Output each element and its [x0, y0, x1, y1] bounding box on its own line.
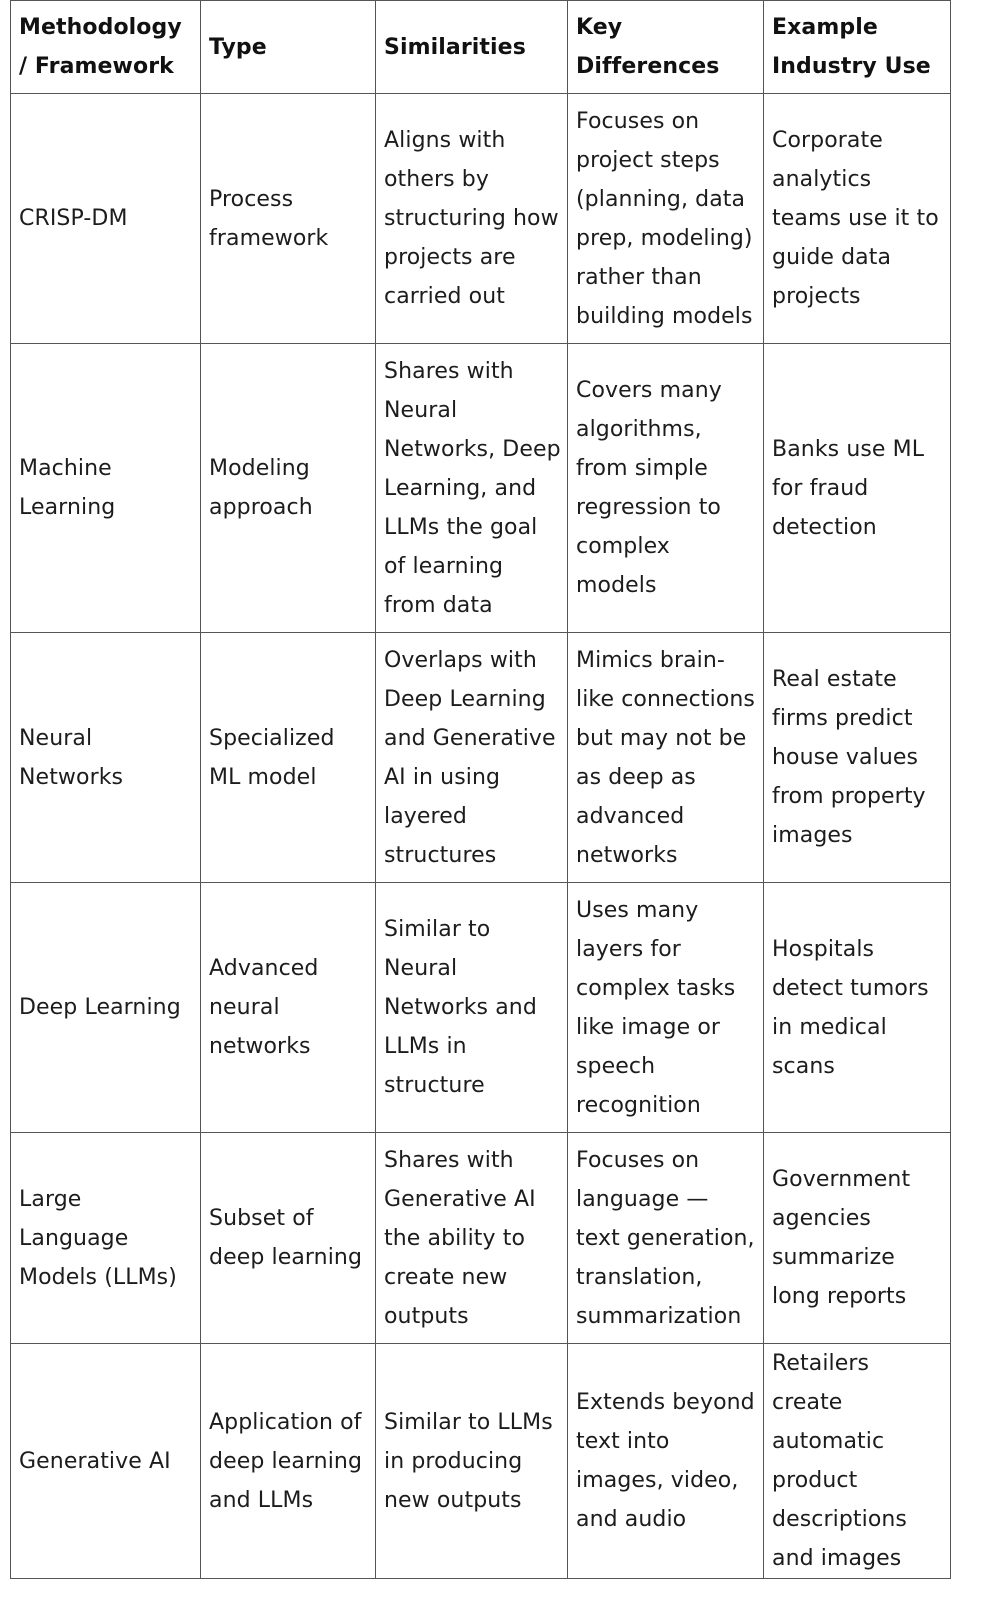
table-row — [11, 883, 951, 1133]
cell-similarities: Similar to LLMs in producing new outputs — [376, 1344, 568, 1579]
cell-type: Process framework — [201, 94, 376, 344]
cell-methodology: Large Language Models (LLMs) — [11, 1133, 201, 1344]
header-type: Type — [201, 1, 376, 94]
cell-differences: Extends beyond text into images, video, and audio — [568, 1344, 764, 1579]
cell-similarities: Overlaps with Deep Learning and Generative AI in using layered structures — [376, 633, 568, 883]
cell-differences: Mimics brain-like connections but may not be as deep as advanced networks — [568, 633, 764, 883]
table-row — [11, 94, 951, 344]
cell-differences: Uses many layers for complex tasks like image or speech recognition — [568, 883, 764, 1133]
cell-differences: Focuses on language — text generation, translation, summarization — [568, 1133, 764, 1344]
cell-type: Subset of deep learning — [201, 1133, 376, 1344]
cell-methodology: Machine Learning — [11, 344, 201, 633]
cell-similarities: Aligns with others by structuring how projects are carried out — [376, 94, 568, 344]
cell-type: Advanced neural networks — [201, 883, 376, 1133]
header-row — [11, 1, 951, 94]
cell-similarities: Shares with Neural Networks, Deep Learning, and LLMs the goal of learning from data — [376, 344, 568, 633]
header-similarities: Similarities — [376, 1, 568, 94]
cell-example: Banks use ML for fraud detection — [764, 344, 951, 633]
cell-methodology: CRISP-DM — [11, 94, 201, 344]
cell-example: Hospitals detect tumors in medical scans — [764, 883, 951, 1133]
cell-example: Government agencies summarize long reports — [764, 1133, 951, 1344]
table-row — [11, 1133, 951, 1344]
cell-type: Modeling approach — [201, 344, 376, 633]
cell-example: Retailers create automatic product descriptions and images — [764, 1344, 951, 1579]
table-header — [11, 1, 951, 94]
cell-differences: Covers many algorithms, from simple regression to complex models — [568, 344, 764, 633]
cell-methodology: Generative AI — [11, 1344, 201, 1579]
header-example-industry-use: Example Industry Use — [764, 1, 951, 94]
cell-example: Real estate firms predict house values from property images — [764, 633, 951, 883]
cell-similarities: Similar to Neural Networks and LLMs in structure — [376, 883, 568, 1133]
cell-methodology: Neural Networks — [11, 633, 201, 883]
table-body — [11, 94, 951, 1579]
cell-methodology: Deep Learning — [11, 883, 201, 1133]
header-methodology: Methodology / Framework — [11, 1, 201, 94]
cell-type: Specialized ML model — [201, 633, 376, 883]
cell-differences: Focuses on project steps (planning, data prep, modeling) rather than building models — [568, 94, 764, 344]
table-row — [11, 633, 951, 883]
table-row — [11, 344, 951, 633]
header-key-differences: Key Differences — [568, 1, 764, 94]
comparison-table — [10, 0, 951, 1579]
cell-type: Application of deep learning and LLMs — [201, 1344, 376, 1579]
cell-similarities: Shares with Generative AI the ability to create new outputs — [376, 1133, 568, 1344]
cell-example: Corporate analytics teams use it to guide data projects — [764, 94, 951, 344]
table-row — [11, 1344, 951, 1579]
